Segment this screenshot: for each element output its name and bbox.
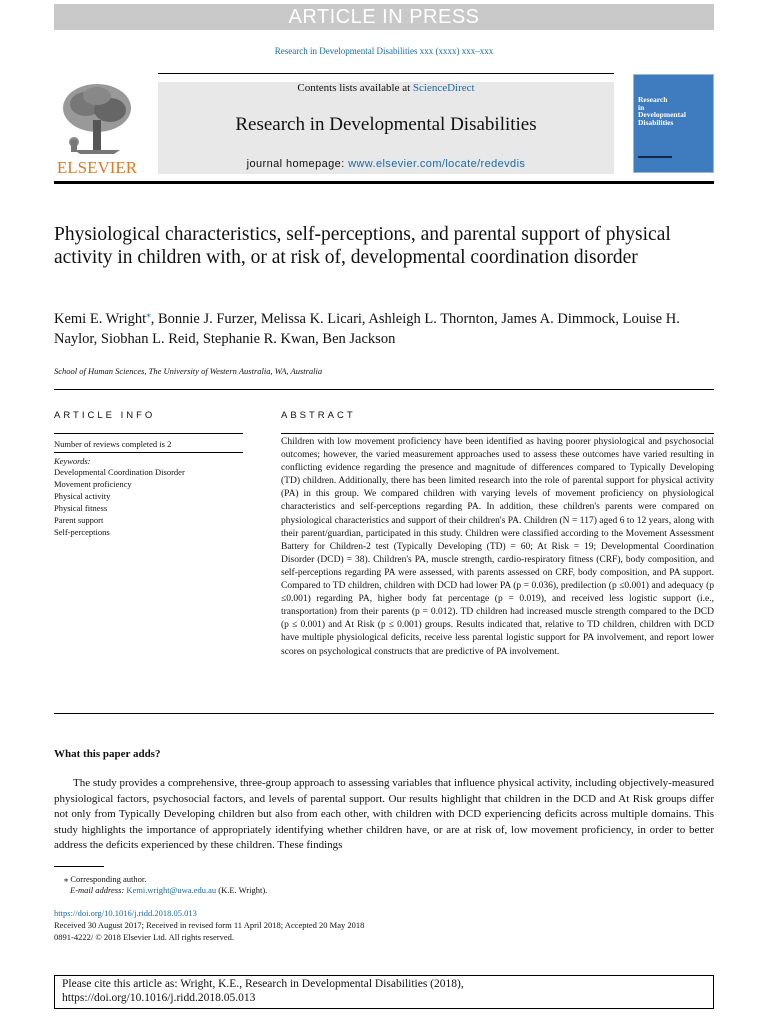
affiliation: School of Human Sciences, The University of Western Australia, WA, Australia [54, 366, 323, 376]
citation-line: Please cite this article as: Wright, K.E., Research in Developmental Disabilities (2018), [62, 978, 464, 990]
article-info-rule [54, 433, 243, 434]
email-link[interactable]: Kemi.wright@uwa.edu.au [126, 885, 217, 895]
what-this-paper-adds-heading: What this paper adds? [54, 748, 161, 760]
journal-title: Research in Developmental Disabilities [235, 114, 537, 135]
section-rule [54, 389, 714, 390]
abstract-text: Children with low movement proficiency have been identified as having poorer physiological and psychosocial outcomes; however, the varied measurement approaches used to assess these outcomes have varied resulting in conflicting evidence regarding the presence and magnitude of differences compared to Typically Developing (TD) children. Additionally, there has been limited research into the role of parental support for physical activity (PA) in this group. We compared children with varying levels of movement proficiency on physiological characteristics and self-perceptions regarding PA. In addition, these children's parents were compared on physiological characteristics and support of their children's PA. Children (N = 117) aged 6 to 12 years, along with their parent/guardian, participated in this study. Children were classified according to the Movement Assessment Battery for Children-2 test (Typically Developing (TD) = 60; At Risk = 19; Developmental Coordination Disorder (DCD) = 38). Children's PA, muscle strength, cardio-respiratory fitness (CRF), body composition, and self-perceptions regarding PA were assessed, with parents assessed on CRF, body composition, and PA support. Compared to TD children, children with DCD had lower PA (p = 0.036), predilection (p ≤0.001) and adequacy (p ≤0.001) regarding PA, higher body fat percentage (p = 0.019), and received less logistic support (i.e., transportation) from their parents (p = 0.012). TD children had increased muscle strength compared to the DCD (p ≤ 0.001) and At Risk (p ≤ 0.001) groups. Results indicated that, relative to TD children, children with DCD have multiple physiological deficits, receive less parental logistic support for PA involvement, and report lower scores on psychological constructs that are predictive of PA involvement. [281, 437, 714, 657]
cover-title [638, 96, 708, 126]
cover-title-line: in [638, 102, 645, 112]
homepage-link[interactable]: www.elsevier.com/locate/redevdis [348, 158, 526, 170]
keywords-list [54, 467, 185, 538]
email-note [70, 885, 267, 895]
article-title: Physiological characteristics, self-perceptions, and parental support of physical activity in children with, or at risk of, developmental coordination disorder [54, 224, 671, 268]
cover-title-line: Disabilities [638, 117, 674, 127]
other-authors: , Bonnie J. Furzer, Melissa K. Licari, Ashleigh L. Thornton, James A. Dimmock, Louise H. Naylor, Siobhan L. Reid, Stephanie R. Kwan, Ben Jackson [54, 310, 680, 348]
cover-title-line: Developmental [638, 110, 686, 119]
reviews-rule [54, 452, 243, 453]
keyword: Developmental Coordination Disorder [54, 467, 185, 477]
abstract-end-rule [54, 713, 714, 714]
keyword: Physical fitness [54, 502, 108, 513]
email-label: E-mail address: [70, 885, 125, 895]
what-this-paper-adds-text: The study provides a comprehensive, three-group approach to assessing variables that influence physical activity, including objectively-measured physiological factors, psychosocial factors, and levels of parental support. Our results highlight that children in the DCD and At Risk groups differ not only from Typically Developing children but also from each other, with children with DCD experiencing deficits across multiple domains. This study highlights the importance of appropriately identifying whether children have, or are at risk of, low movement proficiency, in order to better address the deficits experienced by these children. These findings [54, 777, 714, 852]
elsevier-logo [54, 80, 140, 176]
homepage-prefix: journal homepage: [246, 158, 349, 170]
first-author[interactable]: Kemi E. Wright [54, 310, 147, 327]
journal-homepage-line [158, 158, 614, 170]
cover-title-line: Research [638, 95, 668, 104]
reviews-count: Number of reviews completed is 2 [54, 439, 172, 449]
header-top-rule [158, 73, 614, 74]
journal-reference-link[interactable]: Research in Developmental Disabilities xxx (xxxx) xxx–xxx [274, 46, 494, 56]
abstract-heading: ABSTRACT [281, 410, 356, 421]
abstract-rule [281, 433, 714, 434]
header-thick-rule [54, 181, 714, 184]
article-in-press-banner: ARTICLE IN PRESS [54, 4, 714, 30]
keyword: Physical activity [54, 490, 111, 501]
contents-line [158, 82, 614, 94]
keyword: Self-perceptions [54, 526, 110, 537]
sciencedirect-link[interactable]: ScienceDirect [412, 82, 475, 94]
citation-doi[interactable]: https://doi.org/10.1016/j.ridd.2018.05.013 [62, 992, 256, 1004]
keyword: Movement proficiency [54, 478, 132, 489]
email-suffix: (K.E. Wright). [216, 885, 268, 895]
keyword: Parent support [54, 514, 104, 525]
article-info-heading: ARTICLE INFO [54, 410, 156, 421]
contents-prefix: Contents lists available at [297, 82, 413, 94]
doi-link[interactable]: https://doi.org/10.1016/j.ridd.2018.05.013 [54, 908, 197, 918]
article-dates: Received 30 August 2017; Received in revised form 11 April 2018; Accepted 20 May 2018 [54, 920, 365, 930]
author-list [54, 304, 714, 350]
keywords-label: Keywords: [54, 456, 91, 466]
corresponding-author-mark[interactable]: ⁎ [146, 309, 151, 319]
corresponding-author-note: ⁎ Corresponding author. [64, 874, 147, 884]
copyright-line: 0891-4222/ © 2018 Elsevier Ltd. All rights reserved. [54, 932, 234, 942]
cover-bar [638, 156, 672, 158]
elsevier-wordmark: ELSEVIER [56, 158, 138, 176]
footnote-rule [54, 866, 104, 867]
